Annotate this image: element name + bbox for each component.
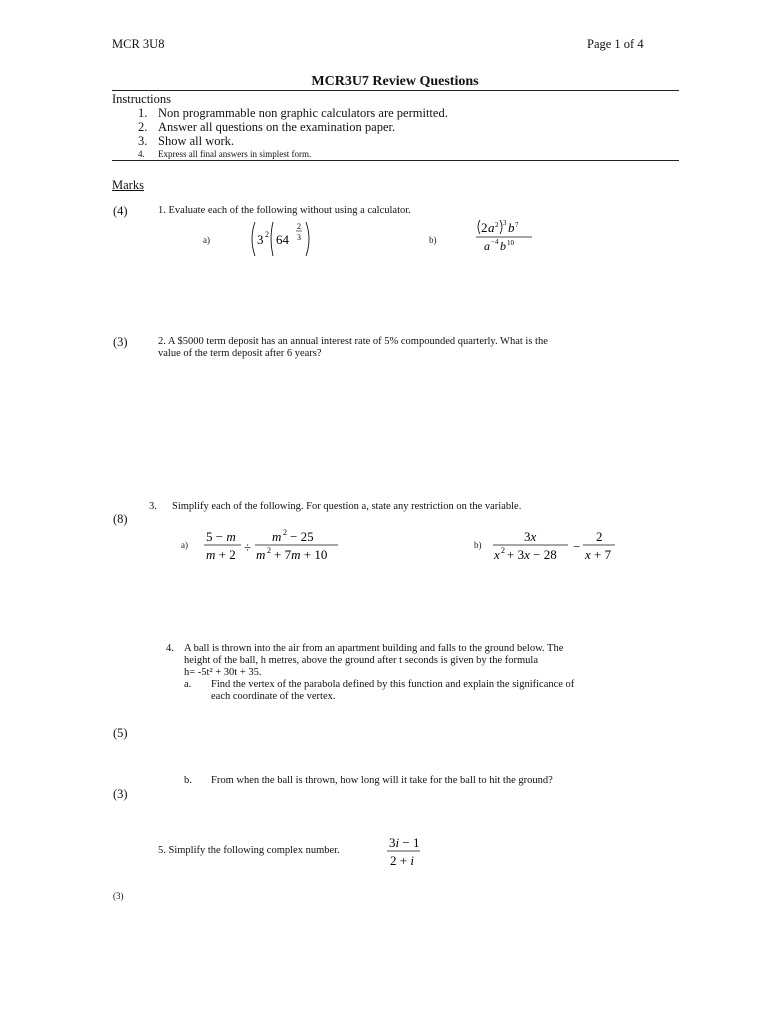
q3b-expression (490, 527, 620, 567)
q4-formula: h= -5t² + 30t + 35. (184, 667, 262, 678)
page-number: Page 1 of 4 (587, 37, 644, 51)
q3a-label: a) (181, 540, 188, 550)
q4a-text-line2: each coordinate of the vertex. (211, 691, 336, 702)
svg-text:b: b (500, 239, 506, 253)
q5-expression (384, 833, 424, 871)
svg-text:2 + i: 2 + i (390, 853, 414, 868)
q3-marks: (8) (113, 512, 128, 526)
svg-text:x: x (494, 547, 500, 562)
q4b-text: From when the ball is thrown, how long will it take for the ball to hit the ground? (211, 775, 553, 786)
svg-text:3: 3 (297, 233, 301, 242)
svg-text:3: 3 (257, 232, 264, 247)
svg-text:− 25: − 25 (290, 529, 314, 544)
svg-text:2: 2 (267, 546, 271, 555)
instruction-number: 4. (138, 149, 145, 159)
marks-heading: Marks (112, 178, 144, 192)
svg-text:m: m (256, 547, 266, 562)
q4b-marks: (3) (113, 787, 128, 801)
q3a-expression (200, 527, 345, 567)
q5-text: 5. Simplify the following complex number. (158, 845, 340, 856)
q4b-label: b. (184, 775, 192, 786)
svg-text:+ 7m + 10: + 7m + 10 (274, 547, 328, 562)
instruction-number: 3. (138, 134, 148, 148)
course-code: MCR 3U8 (112, 37, 165, 51)
q4-number: 4. (166, 643, 174, 654)
instruction-item: Show all work. (158, 134, 235, 148)
svg-text:3i − 1: 3i − 1 (389, 835, 420, 850)
svg-text:b: b (508, 220, 515, 235)
document-title: MCR3U7 Review Questions (311, 74, 479, 89)
q1b-expression (470, 216, 540, 256)
svg-text:a: a (488, 220, 495, 235)
svg-text:m + 2: m + 2 (206, 547, 236, 562)
q1a-label: a) (203, 235, 210, 245)
svg-text:64: 64 (276, 232, 289, 247)
title-rule (112, 90, 679, 91)
instruction-item: Express all final answers in simplest form. (158, 149, 312, 159)
q2-marks: (3) (113, 335, 128, 349)
q2-text-line2: value of the term deposit after 6 years? (158, 348, 322, 359)
q2-text-line1: 2. A $5000 term deposit has an annual interest rate of 5% compounded quarterly. What is the (158, 336, 548, 347)
svg-text:x + 7: x + 7 (585, 547, 612, 562)
svg-text:2: 2 (481, 220, 488, 235)
svg-text:7: 7 (515, 221, 519, 229)
instruction-number: 1. (138, 106, 148, 120)
q1a-expression (245, 216, 320, 262)
q4a-marks: (5) (113, 726, 128, 740)
svg-text:10: 10 (507, 239, 514, 247)
instruction-item: Non programmable non graphic calculators are permitted. (158, 106, 448, 120)
q3-text: Simplify each of the following. For question a, state any restriction on the variable. (172, 501, 522, 512)
q1b-label: b) (429, 235, 437, 245)
svg-text:a: a (484, 239, 490, 253)
svg-text:−4: −4 (491, 238, 499, 246)
svg-text:m: m (272, 529, 282, 544)
instructions-rule (112, 160, 679, 161)
svg-text:2: 2 (265, 230, 269, 239)
q4-text-line1: A ball is thrown into the air from an apartment building and falls to the ground below. The (184, 643, 564, 654)
svg-text:−: − (573, 539, 581, 554)
svg-text:3x: 3x (524, 529, 537, 544)
svg-text:2: 2 (297, 222, 301, 231)
q4-text-line2: height of the ball, h metres, above the ground after t seconds is given by the formula (184, 655, 538, 666)
q3-number: 3. (149, 501, 157, 512)
svg-text:3: 3 (503, 219, 507, 227)
svg-text:+ 3x − 28: + 3x − 28 (507, 547, 557, 562)
q4a-label: a. (184, 679, 192, 690)
svg-text:2: 2 (501, 546, 505, 555)
svg-text:2: 2 (283, 528, 287, 537)
q3b-label: b) (474, 540, 482, 550)
q4a-text-line1: Find the vertex of the parabola defined by this function and explain the significance of (211, 679, 575, 690)
q1-marks: (4) (113, 204, 128, 218)
q1-text: 1. Evaluate each of the following without using a calculator. (158, 205, 411, 216)
svg-text:÷: ÷ (244, 540, 252, 555)
instruction-number: 2. (138, 120, 148, 134)
svg-text:2: 2 (596, 529, 603, 544)
q5-marks: (3) (113, 891, 124, 901)
svg-text:5 − m: 5 − m (206, 529, 236, 544)
instructions-heading: Instructions (112, 92, 172, 106)
svg-text:2: 2 (495, 221, 499, 229)
instruction-item: Answer all questions on the examination paper. (158, 120, 396, 134)
